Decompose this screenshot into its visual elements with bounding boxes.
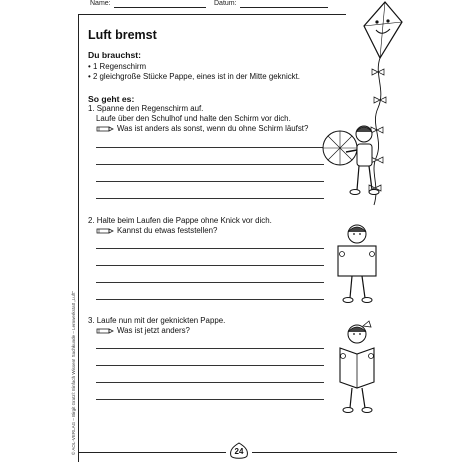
pencil-icon xyxy=(96,328,114,334)
copyright-sidebar: © AOL-VERLAG – Birgit Gratzl: Einfach Wissen! Sachkunde – Lernwerkstatt „Luft“ xyxy=(71,291,76,455)
materials-item: • 1 Regenschirm xyxy=(88,62,147,71)
answer-line[interactable] xyxy=(96,348,324,349)
page-number-badge xyxy=(228,442,250,460)
top-rule xyxy=(78,14,346,15)
answer-line[interactable] xyxy=(96,282,324,283)
answer-line[interactable] xyxy=(96,265,324,266)
step-3-question-text: Was ist jetzt anders? xyxy=(117,326,190,335)
step-2-question-text: Kannst du etwas feststellen? xyxy=(117,226,218,235)
bottom-rule-right xyxy=(252,452,397,453)
name-label: Name: xyxy=(90,0,111,7)
step-1-text-continued: Laufe über den Schulhof und halte den Schirm vor dich. xyxy=(96,114,291,123)
pencil-icon xyxy=(96,126,114,132)
bottom-rule-left xyxy=(78,452,226,453)
answer-line[interactable] xyxy=(96,198,324,199)
answer-line[interactable] xyxy=(96,181,324,182)
left-margin-line xyxy=(78,14,79,462)
answer-line[interactable] xyxy=(96,164,324,165)
page-title: Luft bremst xyxy=(88,28,157,42)
child-with-umbrella xyxy=(322,118,380,210)
step-2-question xyxy=(96,226,217,236)
step-3-text: 3. Laufe nun mit der geknickten Pappe. xyxy=(88,316,226,325)
step-2-text: 2. Halte beim Laufen die Pappe ohne Knick vor dich. xyxy=(88,216,272,225)
instructions-heading: So geht es: xyxy=(88,94,135,104)
name-field-line[interactable] xyxy=(114,7,206,8)
answer-line[interactable] xyxy=(96,299,324,300)
step-3-question xyxy=(96,326,190,336)
step-1-question-text: Was ist anders als sonst, wenn du ohne Schirm läufst? xyxy=(117,124,309,133)
answer-line[interactable] xyxy=(96,248,324,249)
step-1-question xyxy=(96,124,308,134)
pencil-icon xyxy=(96,228,114,234)
child-with-folded-cardboard xyxy=(330,320,384,420)
step-1-text: 1. Spanne den Regenschirm auf. xyxy=(88,104,204,113)
child-with-flat-cardboard xyxy=(330,222,384,308)
answer-line[interactable] xyxy=(96,365,324,366)
answer-line[interactable] xyxy=(96,382,324,383)
answer-line[interactable] xyxy=(96,147,324,148)
date-field-line[interactable] xyxy=(240,7,328,8)
answer-line[interactable] xyxy=(96,399,324,400)
date-label: Datum: xyxy=(214,0,237,7)
materials-item: • 2 gleichgroße Stücke Pappe, eines ist in der Mitte geknickt. xyxy=(88,72,300,81)
materials-heading: Du brauchst: xyxy=(88,50,141,60)
page-number: 24 xyxy=(234,447,244,456)
